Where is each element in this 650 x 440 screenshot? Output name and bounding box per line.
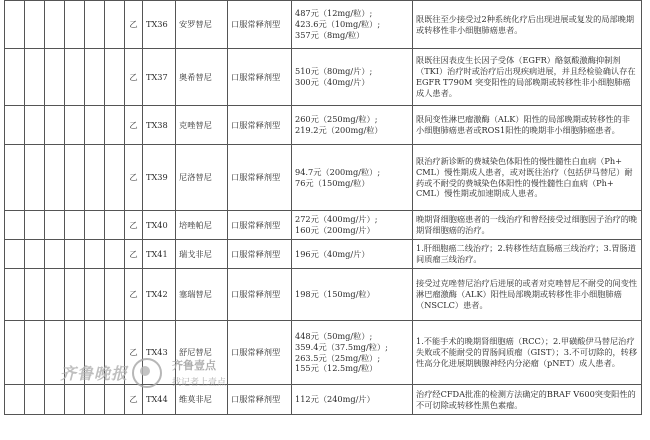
price-cell (292, 269, 413, 321)
price-line: 357元（8mg/粒） (295, 29, 365, 40)
code-cell: TX39 (143, 145, 176, 211)
category-cell: 乙 (125, 240, 143, 269)
table-row (5, 106, 642, 145)
blank-cell (25, 211, 45, 240)
price-line: 76元（150mg/粒） (295, 177, 370, 188)
price-line: 263.5元（25mg/粒）; (295, 352, 381, 363)
code-cell: TX38 (143, 106, 176, 145)
watermark-brand-name: 齐鲁壹点 (172, 359, 217, 372)
drug-table (4, 0, 642, 415)
blank-cell (65, 106, 85, 145)
blank-cell (105, 145, 125, 211)
drug-name-cell: 培唑帕尼 (176, 211, 228, 240)
blank-cell (85, 1, 105, 49)
code-cell: TX40 (143, 211, 176, 240)
blank-cell (105, 1, 125, 49)
price-line: 219.2元（200mg/粒） (295, 125, 383, 135)
blank-cell (65, 269, 85, 321)
blank-cell (45, 240, 65, 269)
indication-cell: 限间变性淋巴瘤激酶（ALK）阳性的局部晚期或转移性的非小细胞肺癌患者或ROS1阳性的晚期非小细胞肺癌患者。 (413, 106, 642, 145)
dosage-form-cell: 口服常释剂型 (228, 145, 292, 211)
price-cell (292, 106, 413, 145)
price-line: 112元（240mg/片） (295, 394, 375, 405)
indication-cell: 限既往因表皮生长因子受体（EGFR）酪氨酸激酶抑制剂（TKI）治疗时或治疗后出现疾病进展，并且经检验确认存在EGFR T790M 突变阳性的局部晚期或转移性非小细胞肺癌成人患者。 (413, 49, 642, 106)
drug-name-cell: 奥希替尼 (176, 49, 228, 106)
price-cell (292, 385, 413, 415)
blank-cell (25, 1, 45, 49)
drug-name-cell: 维莫非尼 (176, 385, 228, 415)
indication-cell: 限治疗新诊断的费城染色体阳性的慢性髓性白血病（Ph+ CML）慢性期成人患者，或对既往治疗（包括伊马替尼）耐药或不耐受的费城染色体阳性的慢性髓性白血病（Ph+ CML）慢性期或加速期成人患者。 (413, 145, 642, 211)
blank-cell (65, 145, 85, 211)
table-row (5, 1, 642, 49)
indication-cell: 1.肝细胞癌二线治疗；2.转移性结直肠癌三线治疗；3.胃肠道间质瘤三线治疗。 (413, 240, 642, 269)
blank-cell (85, 211, 105, 240)
price-line: 448元（50mg/粒）; (295, 330, 373, 341)
code-cell: TX44 (143, 385, 176, 415)
blank-cell (105, 49, 125, 106)
table-row (5, 211, 642, 240)
drug-name-cell: 安罗替尼 (176, 1, 228, 49)
blank-cell (65, 1, 85, 49)
blank-cell (105, 240, 125, 269)
blank-cell (5, 385, 25, 415)
blank-cell (45, 211, 65, 240)
blank-cell (85, 49, 105, 106)
blank-cell (5, 321, 25, 385)
price-line: 510元（80mg/片）; (295, 66, 373, 77)
price-cell (292, 240, 413, 269)
price-line: 160元（200mg/片） (295, 225, 375, 235)
blank-cell (65, 240, 85, 269)
blank-cell (45, 49, 65, 106)
watermark-logo: 齐鲁晚报 (60, 364, 129, 383)
blank-cell (45, 385, 65, 415)
dosage-form-cell: 口服常释剂型 (228, 240, 292, 269)
dosage-form-cell: 口服常释剂型 (228, 106, 292, 145)
drug-name-cell: 尼洛替尼 (176, 145, 228, 211)
blank-cell (5, 211, 25, 240)
drug-name-cell: 瑞戈非尼 (176, 240, 228, 269)
indication-cell: 接受过克唑替尼治疗后进展的或者对克唑替尼不耐受的间变性淋巴瘤激酶（ALK）阳性局部晚期或转移性非小细胞肺癌（NSCLC）患者。 (413, 269, 642, 321)
price-cell (292, 211, 413, 240)
blank-cell (105, 269, 125, 321)
blank-cell (45, 106, 65, 145)
drug-name-cell: 舒尼替尼 (176, 321, 228, 385)
price-cell (292, 321, 413, 385)
price-line: 94.7元（200mg/粒）; (295, 166, 381, 177)
code-cell: TX42 (143, 269, 176, 321)
blank-cell (85, 106, 105, 145)
blank-cell (25, 240, 45, 269)
blank-cell (5, 1, 25, 49)
table-row (5, 145, 642, 211)
blank-cell (85, 269, 105, 321)
code-cell: TX36 (143, 1, 176, 49)
category-cell: 乙 (125, 211, 143, 240)
blank-cell (5, 49, 25, 106)
blank-cell (65, 49, 85, 106)
blank-cell (25, 49, 45, 106)
price-line: 155元（12.5mg/粒） (295, 363, 378, 374)
code-cell: TX41 (143, 240, 176, 269)
category-cell: 乙 (125, 49, 143, 106)
price-line: 359.4元（37.5mg/粒）; (295, 341, 388, 352)
dosage-form-cell: 口服常释剂型 (228, 1, 292, 49)
price-line: 423.6元（10mg/粒）; (295, 19, 381, 30)
price-line: 300元（40mg/片） (295, 77, 370, 87)
indication-cell: 晚期肾细胞癌患者的一线治疗和曾经接受过细胞因子治疗的晚期肾细胞癌的治疗。 (413, 211, 642, 240)
blank-cell (5, 269, 25, 321)
blank-cell (65, 385, 85, 415)
indication-cell: 治疗经CFDA批准的检测方法确定的BRAF V600突变阳性的不可切除或转移性黑色素瘤。 (413, 385, 642, 415)
blank-cell (105, 106, 125, 145)
price-line: 198元（150mg/粒） (295, 289, 375, 300)
price-cell (292, 49, 413, 106)
blank-cell (85, 240, 105, 269)
category-cell: 乙 (125, 145, 143, 211)
indication-cell: 限既往至少接受过2种系统化疗后出现进展或复发的局部晚期或转移性非小细胞肺癌患者。 (413, 1, 642, 49)
price-line: 487元（12mg/粒）; (295, 8, 373, 19)
price-cell (292, 145, 413, 211)
code-cell: TX43 (143, 321, 176, 385)
blank-cell (25, 321, 45, 385)
price-line: 196元（40mg/片） (295, 248, 370, 259)
blank-cell (45, 145, 65, 211)
blank-cell (45, 269, 65, 321)
price-line: 272元（400mg/片）; (295, 214, 378, 225)
indication-cell: 1.不能手术的晚期肾细胞癌（RCC）；2.甲磺酸伊马替尼治疗失败或不能耐受的胃肠间质瘤（GIST）；3.不可切除的，转移性高分化进展期胰腺神经内分泌瘤（pNET）成人患者。 (413, 321, 642, 385)
category-cell: 乙 (125, 269, 143, 321)
category-cell: 乙 (125, 1, 143, 49)
drug-name-cell: 塞瑞替尼 (176, 269, 228, 321)
table-row (5, 269, 642, 321)
blank-cell (85, 385, 105, 415)
dosage-form-cell: 口服常释剂型 (228, 321, 292, 385)
watermark (60, 357, 226, 388)
watermark-slogan: 找记者上壹点 (172, 378, 227, 388)
category-cell: 乙 (125, 321, 143, 385)
dosage-form-cell: 口服常释剂型 (228, 49, 292, 106)
category-cell: 乙 (125, 385, 143, 415)
dosage-form-cell: 口服常释剂型 (228, 269, 292, 321)
blank-cell (5, 240, 25, 269)
blank-cell (25, 145, 45, 211)
watermark-circle-icon (132, 358, 162, 388)
blank-cell (85, 145, 105, 211)
table-row (5, 385, 642, 415)
category-cell: 乙 (125, 106, 143, 145)
blank-cell (5, 145, 25, 211)
watermark-brand (172, 357, 226, 388)
blank-cell (25, 385, 45, 415)
blank-cell (105, 385, 125, 415)
blank-cell (5, 106, 25, 145)
blank-cell (105, 211, 125, 240)
table-row (5, 49, 642, 106)
drug-name-cell: 克唑替尼 (176, 106, 228, 145)
blank-cell (45, 1, 65, 49)
blank-cell (25, 106, 45, 145)
dosage-form-cell: 口服常释剂型 (228, 385, 292, 415)
price-line: 260元（250mg/粒）; (295, 114, 378, 125)
dosage-form-cell: 口服常释剂型 (228, 211, 292, 240)
code-cell: TX37 (143, 49, 176, 106)
blank-cell (65, 211, 85, 240)
table-row (5, 240, 642, 269)
blank-cell (25, 269, 45, 321)
price-cell (292, 1, 413, 49)
